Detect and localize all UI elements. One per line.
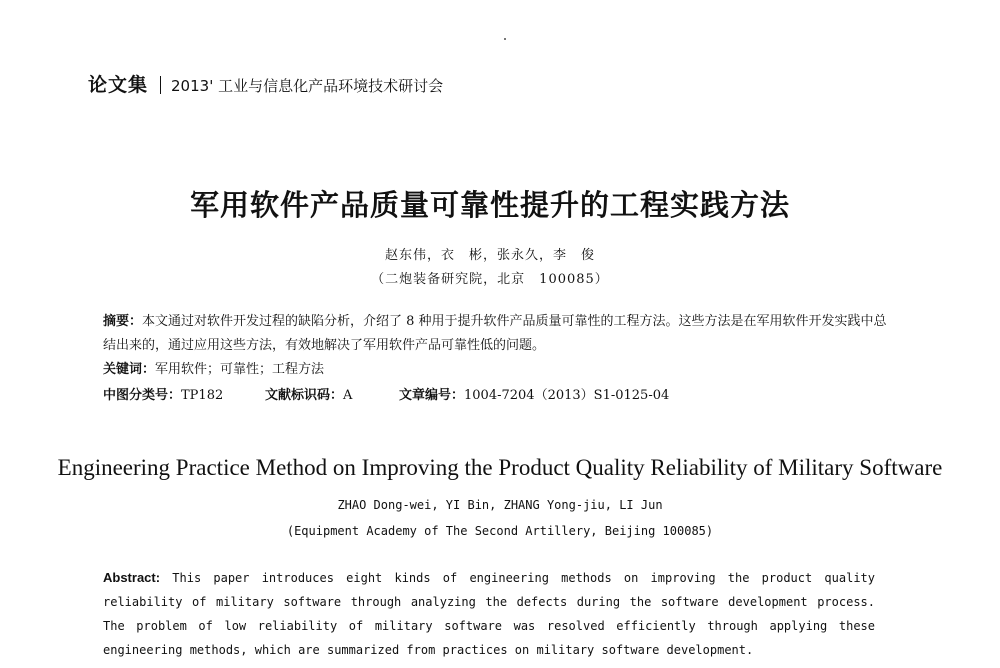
english-abstract (103, 566, 875, 662)
chinese-keywords (103, 358, 324, 377)
doc-code-value: A (343, 388, 353, 403)
doc-code-label: 文献标识码： (265, 388, 344, 403)
article-no-group (399, 384, 669, 403)
header-divider (160, 76, 161, 94)
clc-label: 中图分类号： (103, 388, 182, 403)
chinese-authors: 赵东伟，衣 彬，张永久，李 俊 (384, 248, 595, 263)
conference-name: 2013' 工业与信息化产品环境技术研讨会 (171, 77, 444, 95)
english-affiliation: (Equipment Academy of The Second Artillery, Beijing 100085) (286, 524, 714, 538)
english-abstract-label: Abstract: (103, 570, 161, 585)
doc-code-group (265, 384, 399, 403)
english-abstract-text: This paper introduces eight kinds of engineering methods on improving the product quality reliability of military software through analyzing the defects during the software development process. The problem of low reliability of military software was resolved efficiently through applying these engineering methods, which are summarized from practices on military software development. (103, 571, 875, 657)
chinese-abstract (103, 310, 893, 358)
scan-speck (504, 38, 506, 40)
article-no-label: 文章编号： (399, 388, 465, 403)
running-header (88, 70, 443, 97)
clc-value: TP182 (181, 388, 224, 403)
classification-line (103, 384, 669, 403)
chinese-affiliation: （二炮装备研究院，北京 100085） (371, 272, 609, 287)
clc-group (103, 384, 265, 403)
english-authors: ZHAO Dong-wei, YI Bin, ZHANG Yong-jiu, LI Jun (337, 498, 663, 512)
chinese-title: 军用软件产品质量可靠性提升的工程实践方法 (189, 188, 790, 222)
series-title: 论文集 (88, 74, 149, 96)
chinese-abstract-text: 本文通过对软件开发过程的缺陷分析，介绍了 8 种用于提升软件产品质量可靠性的工程方法。这些方法是在军用软件开发实践中总结出来的，通过应用这些方法，有效地解决了军用软件产品可靠性低的问题。 (103, 314, 887, 353)
keywords-label: 关键词： (103, 362, 156, 377)
keywords-text: 军用软件；可靠性；工程方法 (155, 362, 325, 377)
article-no-value: 1004-7204（2013）S1-0125-04 (464, 388, 670, 403)
english-title: Engineering Practice Method on Improving the Product Quality Reliability of Military Software (57, 455, 943, 480)
chinese-abstract-label: 摘要： (103, 314, 143, 329)
